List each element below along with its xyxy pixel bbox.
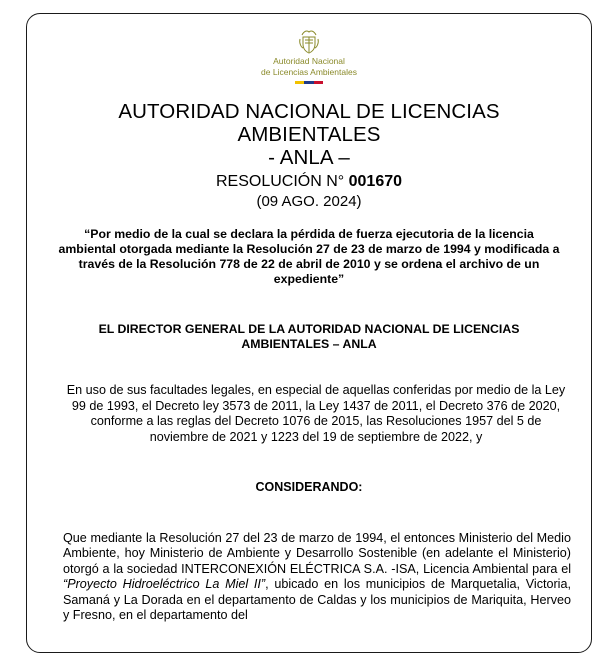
resolution-prefix: RESOLUCIÓN N° (215, 173, 349, 190)
considerando-heading: CONSIDERANDO: (255, 480, 363, 494)
title-line-1: AUTORIDAD NACIONAL DE LICENCIAS (118, 100, 500, 123)
body-text-part-1: Que mediante la Resolución 27 del 23 de marzo de 1994, el entonces Ministerio del Medio Ambiente, hoy Ministerio de Ambiente y Desarrollo Sostenible (en adelante el Ministerio) otorgó a la sociedad INTERCONEXIÓN ELÉCTRICA S.A. -ISA, Licencia Ambiental para el (63, 531, 571, 576)
project-name: “Proyecto Hidroeléctrico La Miel II” (63, 577, 266, 592)
title-line-2: AMBIENTALES (237, 123, 381, 146)
legal-powers-paragraph: En uso de sus facultades legales, en especial de aquellas conferidas por medio de la Ley 99 de 1993, el Decreto ley 3573 de 2011, la Ley 1437 de 2011, el Decreto 376 de 2020, conforme a las reglas del Decreto 1076 de 2015, las Resoluciones 1957 del 5 de noviembre de 2021 y 1223 del 19 de septiembre de 2022, y (66, 383, 566, 444)
body-paragraph (63, 531, 571, 623)
resolution-subject: “Por medio de la cual se declara la pérdida de fuerza ejecutoria de la licencia ambiental otorgada mediante la Resolución 27 de 23 de marzo de 1994 y modificada a través de la Resolución 778 de 22 de abril de 2010 y se ordena el archivo de un expediente” (58, 227, 560, 286)
flag-yellow (295, 81, 304, 84)
coat-of-arms-icon (298, 29, 320, 55)
resolution-date: (09 AGO. 2024) (256, 193, 362, 210)
anla-logo (27, 29, 591, 84)
resolution-id: 001670 (348, 173, 403, 190)
flag-stripe (295, 81, 323, 84)
flag-red (314, 81, 323, 84)
title-line-3: - ANLA – (268, 146, 350, 169)
resolution-number (27, 173, 591, 191)
logo-line-1: Autoridad Nacional (273, 56, 345, 66)
flag-blue (304, 81, 313, 84)
logo-line-2: de Licencias Ambientales (261, 67, 357, 77)
document-page (26, 13, 592, 653)
document-title (37, 100, 581, 169)
body-text-part-2: , ubicado en los municipios de Marquetalia, Victoria, Samaná y La Dorada en el departamento de Caldas y los municipios de Mariquita, Herveo y Fresno, en el departamento del (63, 577, 571, 623)
director-heading: EL DIRECTOR GENERAL DE LA AUTORIDAD NACIONAL DE LICENCIAS AMBIENTALES – ANLA (98, 322, 520, 351)
